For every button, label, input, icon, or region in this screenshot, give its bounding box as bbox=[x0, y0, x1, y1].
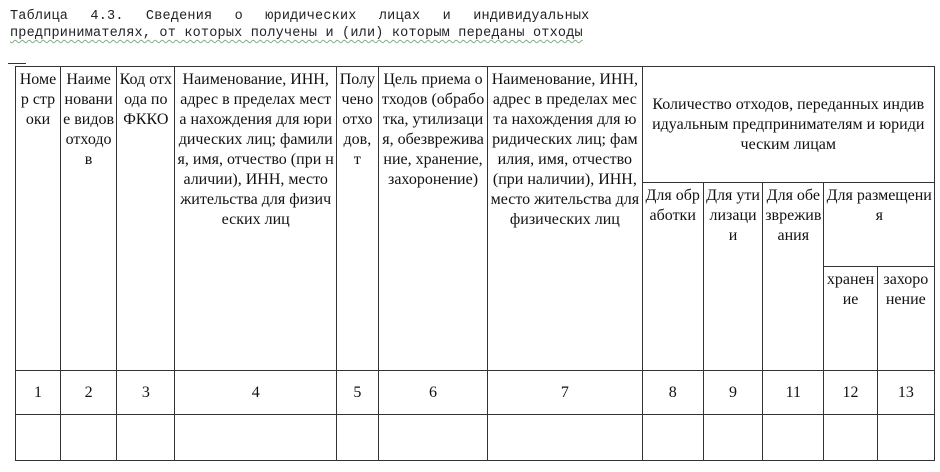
table-cell bbox=[824, 415, 877, 461]
waste-transfer-table bbox=[15, 66, 935, 461]
table-cell bbox=[642, 415, 703, 461]
header-fkko-code: Код отхода по ФККО bbox=[117, 67, 175, 371]
column-number: 4 bbox=[175, 371, 337, 415]
table-cell bbox=[703, 415, 762, 461]
column-number: 13 bbox=[877, 371, 934, 415]
table-cell bbox=[117, 415, 175, 461]
column-number: 7 bbox=[488, 371, 642, 415]
column-number: 2 bbox=[60, 371, 116, 415]
table-cell bbox=[16, 415, 61, 461]
header-waste-name: Наименование видов отходов bbox=[60, 67, 116, 371]
column-number: 6 bbox=[378, 371, 487, 415]
column-number: 8 bbox=[642, 371, 703, 415]
table-cell bbox=[877, 415, 934, 461]
caption-line-1: Таблица 4.3. Сведения о юридических лицах и индивидуальных bbox=[10, 9, 590, 24]
table-caption bbox=[10, 8, 930, 42]
empty-data-row bbox=[16, 415, 935, 461]
column-number-row bbox=[16, 371, 935, 415]
header-storage: хранение bbox=[824, 267, 877, 371]
header-received: Получено отходов, т bbox=[336, 67, 378, 371]
table-cell bbox=[60, 415, 116, 461]
table-cell bbox=[378, 415, 487, 461]
table-cell bbox=[763, 415, 824, 461]
caption-rule bbox=[8, 63, 26, 64]
table-cell bbox=[336, 415, 378, 461]
caption-line-2: предпринимателях, от которых получены и (или) которым переданы отходы bbox=[10, 26, 583, 41]
header-row-number: Номер строки bbox=[16, 67, 61, 371]
header-for-placement: Для размещения bbox=[824, 183, 935, 267]
table-cell bbox=[175, 415, 337, 461]
column-number: 1 bbox=[16, 371, 61, 415]
header-for-neutralization: Для обезвреживания bbox=[763, 183, 824, 371]
column-number: 12 bbox=[824, 371, 877, 415]
column-number: 5 bbox=[336, 371, 378, 415]
column-number: 9 bbox=[703, 371, 762, 415]
header-transferred-group: Количество отходов, переданных индивидуальным предпринимателям и юридическим лицам bbox=[642, 67, 934, 183]
header-source-entity: Наименование, ИНН, адрес в пределах места нахождения для юридических лиц; фамилия, имя, отчество (при наличии), ИНН, место жительства для физических лиц bbox=[175, 67, 337, 371]
header-recipient-entity: Наименование, ИНН, адрес в пределах места нахождения для юридических лиц; фамилия, имя, отчество (при наличии), ИНН, место жительства для физических лиц bbox=[488, 67, 642, 371]
header-purpose: Цель приема отходов (обработка, утилизация, обезвреживание, хранение, захоронение) bbox=[378, 67, 487, 371]
column-number: 3 bbox=[117, 371, 175, 415]
table-cell bbox=[488, 415, 642, 461]
header-for-processing: Для обработки bbox=[642, 183, 703, 371]
column-number: 11 bbox=[763, 371, 824, 415]
header-for-utilization: Для утилизации bbox=[703, 183, 762, 371]
header-burial: захоронение bbox=[877, 267, 934, 371]
header-row-1 bbox=[16, 67, 935, 183]
